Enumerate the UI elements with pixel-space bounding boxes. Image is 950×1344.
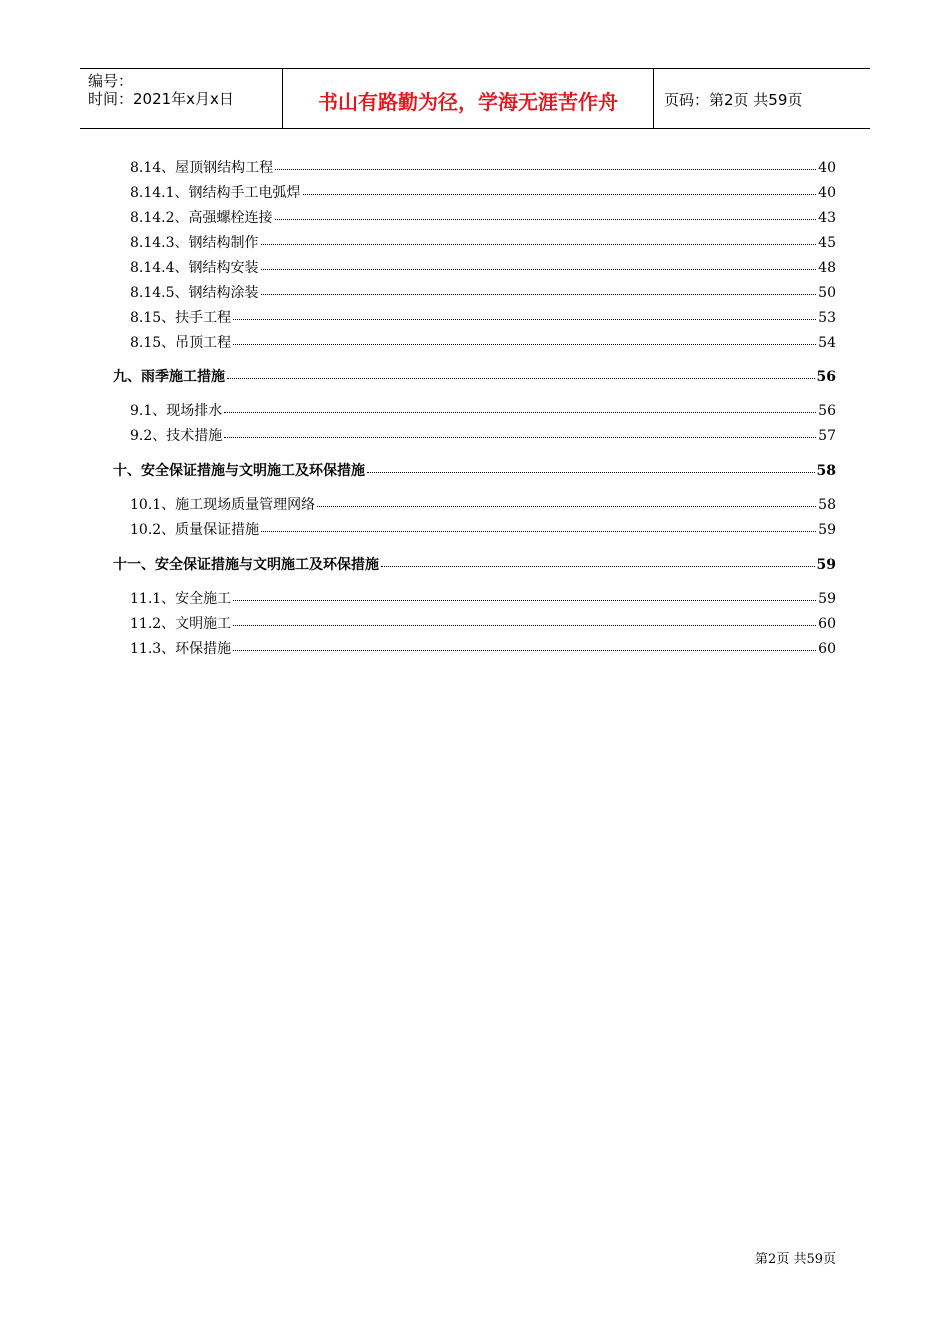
toc-chapter-entry[interactable]	[113, 366, 836, 386]
toc-dot-leader	[233, 599, 816, 601]
toc-chapter-entry[interactable]	[113, 554, 836, 574]
toc-entry[interactable]	[130, 332, 836, 352]
toc-dot-leader	[233, 649, 816, 651]
toc-entry-page: 56	[818, 403, 836, 419]
toc-entry-page: 60	[818, 616, 836, 632]
toc-dot-leader	[275, 218, 817, 220]
toc-entry[interactable]	[130, 207, 836, 227]
toc-entry[interactable]	[130, 400, 836, 420]
toc-dot-leader	[227, 377, 815, 379]
toc-entry-page: 56	[816, 369, 836, 385]
header-motto-cell	[282, 69, 654, 128]
toc-entry[interactable]	[130, 519, 836, 539]
toc-entry-title: 8.14.1、钢结构手工电弧焊	[130, 185, 301, 201]
toc-entry[interactable]	[130, 157, 836, 177]
toc-entry-title: 8.14.4、钢结构安装	[130, 260, 259, 276]
toc-dot-leader	[381, 565, 815, 567]
toc-entry-page: 54	[818, 335, 836, 351]
toc-entry-page: 40	[818, 185, 836, 201]
toc-entry-page: 59	[818, 522, 836, 538]
toc-dot-leader	[224, 411, 816, 413]
toc-entry-title: 9.2、技术措施	[130, 428, 223, 444]
toc-dot-leader	[261, 293, 817, 295]
toc-entry-page: 53	[818, 310, 836, 326]
toc-dot-leader	[275, 168, 816, 170]
toc-entry-page: 48	[818, 260, 836, 276]
toc-dot-leader	[224, 436, 816, 438]
toc-dot-leader	[367, 471, 815, 473]
toc-dot-leader	[261, 268, 817, 270]
toc-entry-title: 8.14.2、高强螺栓连接	[130, 210, 273, 226]
toc-entry-page: 43	[818, 210, 836, 226]
toc-entry-page: 59	[818, 591, 836, 607]
toc-entry-title: 十、安全保证措施与文明施工及环保措施	[113, 463, 365, 479]
toc-entry-title: 9.1、现场排水	[130, 403, 223, 419]
toc-entry-page: 40	[818, 160, 836, 176]
toc-entry[interactable]	[130, 307, 836, 327]
header-page-cell	[654, 69, 870, 128]
toc-entry[interactable]	[130, 494, 836, 514]
toc-entry-title: 8.14.5、钢结构涂装	[130, 285, 259, 301]
toc-entry[interactable]	[130, 425, 836, 445]
motto-text: 书山有路勤为径，学海无涯苦作舟	[318, 90, 618, 114]
toc-entry-page: 45	[818, 235, 836, 251]
toc-entry[interactable]	[130, 257, 836, 277]
page-header	[80, 68, 870, 129]
header-meta-cell	[80, 69, 282, 128]
toc-dot-leader	[317, 505, 816, 507]
number-label: 编号：	[88, 72, 134, 90]
toc-entry-title: 8.14、屋顶钢结构工程	[130, 160, 274, 176]
toc-entry-title: 10.2、质量保证措施	[130, 522, 260, 538]
toc-entry-page: 60	[818, 641, 836, 657]
footer-page-number: 第2页 共59页	[755, 1252, 836, 1267]
toc-entry-title: 11.1、安全施工	[130, 591, 232, 607]
toc-dot-leader	[261, 530, 816, 532]
toc-dot-leader	[233, 343, 816, 345]
toc-dot-leader	[303, 193, 817, 195]
toc-dot-leader	[233, 624, 816, 626]
toc-entry[interactable]	[130, 613, 836, 633]
time-label: 时间：2021年x月x日	[88, 90, 234, 108]
toc-entry-title: 11.3、环保措施	[130, 641, 232, 657]
toc-entry-page: 59	[816, 557, 836, 573]
toc-dot-leader	[233, 318, 816, 320]
toc-entry-title: 九、雨季施工措施	[113, 369, 225, 385]
toc-entry-title: 8.15、吊顶工程	[130, 335, 232, 351]
toc-dot-leader	[261, 243, 817, 245]
toc-entry[interactable]	[130, 638, 836, 658]
toc-entry-page: 58	[816, 463, 836, 479]
toc-entry[interactable]	[130, 232, 836, 252]
toc-entry[interactable]	[130, 182, 836, 202]
toc-entry-title: 8.14.3、钢结构制作	[130, 235, 259, 251]
toc-entry-title: 十一、安全保证措施与文明施工及环保措施	[113, 557, 379, 573]
toc-entry-page: 58	[818, 497, 836, 513]
toc-entry[interactable]	[130, 282, 836, 302]
toc-entry-page: 57	[818, 428, 836, 444]
toc-entry-title: 8.15、扶手工程	[130, 310, 232, 326]
header-page-code: 页码：第2页 共59页	[664, 91, 803, 109]
toc-entry-page: 50	[818, 285, 836, 301]
toc-entry-title: 10.1、施工现场质量管理网络	[130, 497, 316, 513]
toc-chapter-entry[interactable]	[113, 460, 836, 480]
toc-entry-title: 11.2、文明施工	[130, 616, 232, 632]
toc-entry[interactable]	[130, 588, 836, 608]
